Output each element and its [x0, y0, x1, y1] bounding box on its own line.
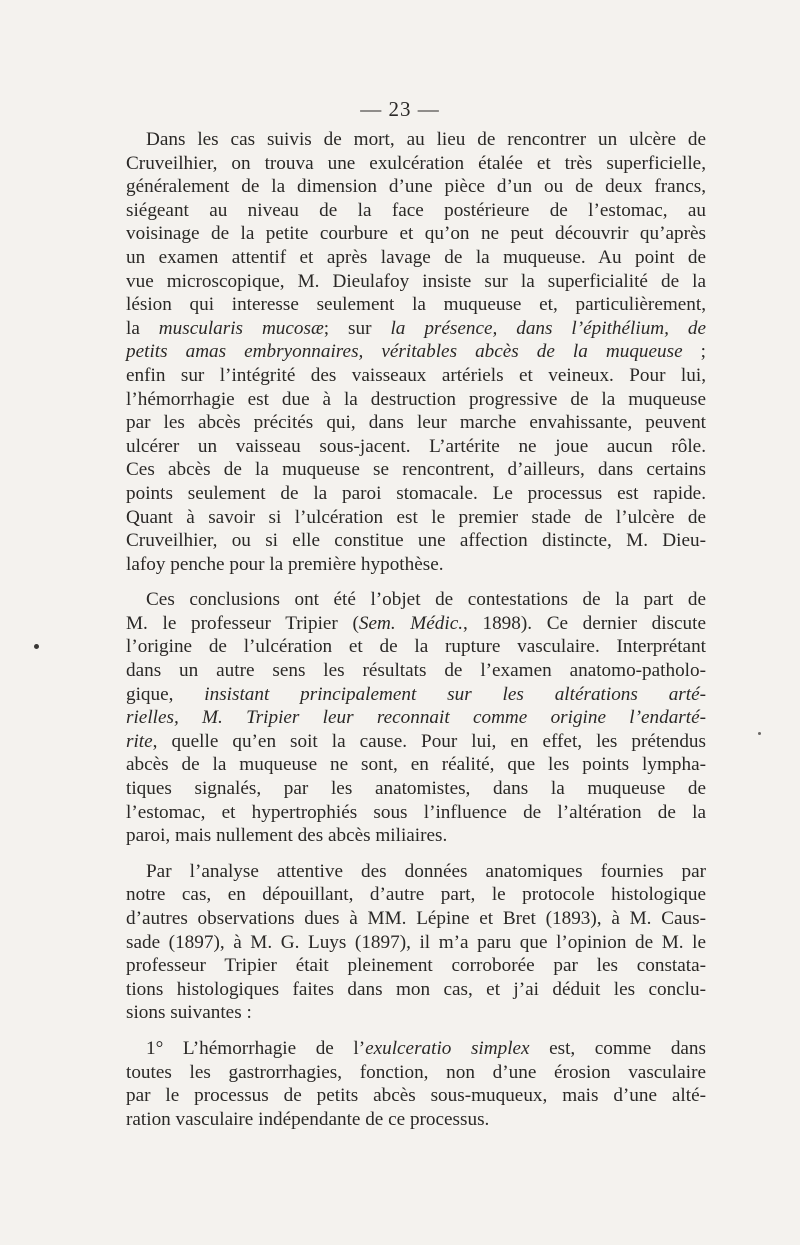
text-line	[126, 364, 706, 388]
text-line	[126, 458, 706, 482]
text-line	[126, 777, 706, 801]
text-line	[126, 553, 706, 577]
text-line	[126, 175, 706, 199]
text-line	[126, 293, 706, 317]
text-line	[126, 411, 706, 435]
text-run: professeur Tripier était pleinement corroborée par les constata-	[126, 955, 706, 977]
italic-text: insistant principalement sur les altérations arté-	[204, 683, 706, 705]
text-line	[126, 317, 706, 341]
italic-text: la présence, dans l’épithélium, de	[390, 317, 706, 339]
page-number: — 23 —	[360, 97, 440, 121]
text-line	[126, 635, 706, 659]
text-line	[126, 954, 706, 978]
text-run: tiques signalés, par les anatomistes, dans la muqueuse de	[126, 778, 706, 800]
text-line	[126, 612, 706, 636]
text-line	[126, 128, 706, 152]
text-run: par le processus de petits abcès sous-muqueux, mais d’une alté-	[126, 1085, 706, 1107]
text-line	[126, 860, 706, 884]
text-line	[126, 730, 706, 754]
italic-text: rielles, M. Tripier leur reconnait comme origine l’endarté-	[126, 707, 706, 729]
text-line	[126, 1037, 706, 1061]
text-run: sade (1897), à M. G. Luys (1897), il m’a paru que l’opinion de M. le	[126, 931, 706, 953]
text-run: lafoy penche pour la première hypothèse.	[126, 553, 444, 575]
text-run: lésion qui interesse seulement la muqueuse et, particulièrement,	[126, 294, 706, 316]
text-line	[126, 270, 706, 294]
text-line	[126, 199, 706, 223]
text-run: un examen attentif et après lavage de la muqueuse. Au point de	[126, 246, 706, 268]
text-run: vue microscopique, M. Dieulafoy insiste sur la superficialité de la	[126, 270, 706, 292]
text-line	[126, 246, 706, 270]
text-run: 1° L’hémorrhagie de l’	[146, 1037, 366, 1059]
italic-text: exulceratio simplex	[365, 1037, 530, 1059]
italic-text: muscularis mucosæ	[158, 317, 324, 339]
text-run: points seulement de la paroi stomacale. Le processus est rapide.	[126, 482, 706, 504]
text-line	[126, 824, 706, 848]
text-run: ulcérer un vaisseau sous-jacent. L’artérite ne joue aucun rôle.	[126, 435, 706, 457]
text-run: généralement de la dimension d’une pièce d’un ou de deux francs,	[126, 176, 706, 198]
text-run: Par l’analyse attentive des données anatomiques fournies par	[146, 860, 706, 882]
text-run: , 1898). Ce dernier discute	[463, 612, 706, 634]
text-run: l’estomac, et hypertrophiés sous l’influence de l’altération de la	[126, 801, 706, 823]
text-run: d’autres observations dues à MM. Lépine et Bret (1893), à M. Caus-	[126, 908, 706, 929]
text-line	[126, 659, 706, 683]
text-line	[126, 152, 706, 176]
text-line	[126, 1084, 706, 1108]
text-run: voisinage de la petite courbure et qu’on ne peut découvrir qu’après	[126, 223, 706, 245]
text-run: enfin sur l’intégrité des vaisseaux artériels et veineux. Pour lui,	[126, 364, 706, 386]
text-run: par les abcès précités qui, dans leur marche envahissante, peuvent	[126, 412, 706, 434]
text-line	[126, 222, 706, 246]
text-line	[126, 506, 706, 530]
text-line	[126, 529, 706, 553]
text-line	[126, 588, 706, 612]
text-run: Ces conclusions ont été l’objet de contestations de la part de	[146, 589, 706, 611]
text-run: Cruveilhier, ou si elle constitue une affection distincte, M. Dieu-	[126, 530, 706, 552]
text-line	[126, 1001, 706, 1025]
text-line	[126, 683, 706, 707]
text-run: Ces abcès de la muqueuse se rencontrent, d’ailleurs, dans certains	[126, 459, 706, 481]
text-run: l’hémorrhagie est due à la destruction progressive de la muqueuse	[126, 388, 706, 410]
text-run: gique,	[126, 683, 205, 705]
text-run: , quelle qu’en soit la cause. Pour lui, en effet, les prétendus	[152, 730, 706, 752]
text-line	[126, 978, 706, 1002]
text-run: ration vasculaire indépendante de ce processus.	[126, 1108, 490, 1130]
paragraph	[126, 128, 706, 576]
text-line	[126, 340, 706, 364]
margin-speck-mark	[758, 732, 761, 735]
text-line	[126, 801, 706, 825]
text-line	[126, 753, 706, 777]
paragraph	[126, 588, 706, 848]
text-line	[126, 706, 706, 730]
paragraph	[126, 1037, 706, 1131]
margin-dot-mark	[34, 644, 39, 649]
text-run: Quant à savoir si l’ulcération est le premier stade de l’ulcère de	[126, 506, 706, 528]
text-line	[126, 388, 706, 412]
text-line	[126, 1108, 706, 1132]
text-line	[126, 907, 706, 931]
text-line	[126, 482, 706, 506]
italic-text: rite	[126, 730, 153, 752]
text-run: la	[126, 317, 159, 339]
text-run: abcès de la muqueuse ne sont, en réalité, que les points lympha-	[126, 754, 706, 776]
text-run: dans un autre sens les résultats de l’examen anatomo-patholo-	[126, 660, 706, 682]
text-line	[126, 1061, 706, 1085]
text-run: toutes les gastrorrhagies, fonction, non d’une érosion vasculaire	[126, 1061, 706, 1083]
italic-text: petits amas embryonnaires, véritables abcès de la muqueuse	[126, 341, 683, 363]
text-run: ;	[682, 341, 706, 363]
text-run: siégeant au niveau de la face postérieure de l’estomac, au	[126, 199, 706, 221]
text-run: l’origine de l’ulcération et de la rupture vasculaire. Interprétant	[126, 636, 706, 658]
text-line	[126, 435, 706, 459]
paragraph	[126, 860, 706, 1025]
text-run: Dans les cas suivis de mort, au lieu de rencontrer un ulcère de	[146, 129, 706, 150]
text-run: notre cas, en dépouillant, d’autre part, le protocole histologique	[126, 884, 706, 906]
text-run: Cruveilhier, on trouva une exulcération étalée et très superficielle,	[126, 152, 706, 174]
text-run: ; sur	[323, 317, 391, 339]
text-run: tions histologiques faites dans mon cas, et j’ai déduit les conclu-	[126, 978, 706, 1000]
body-text	[126, 128, 706, 1143]
text-run: M. le professeur Tripier (	[126, 612, 359, 634]
italic-text: Sem. Médic.	[358, 612, 464, 634]
text-run: sions suivantes :	[126, 1002, 252, 1024]
text-run: paroi, mais nullement des abcès miliaires.	[126, 825, 448, 847]
text-line	[126, 883, 706, 907]
text-line	[126, 931, 706, 955]
text-run: est, comme dans	[529, 1037, 706, 1059]
